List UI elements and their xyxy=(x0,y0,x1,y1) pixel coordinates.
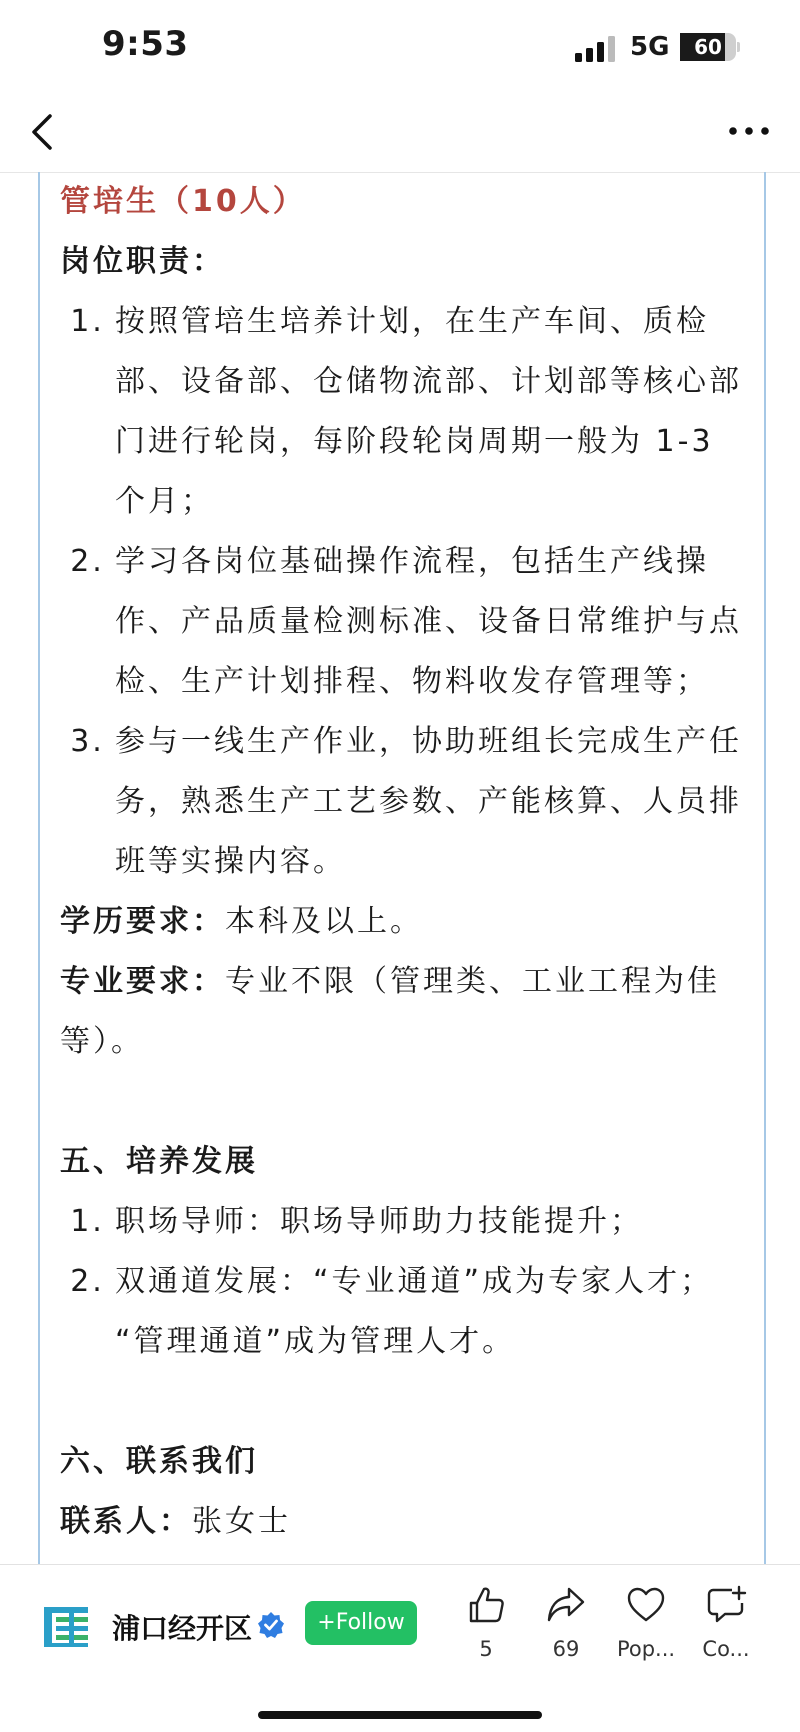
bottom-action-bar xyxy=(0,1564,800,1732)
follow-button[interactable]: +Follow xyxy=(305,1601,417,1645)
major-value-continued: 等）。 xyxy=(60,1024,144,1059)
major-requirement xyxy=(60,952,740,1012)
duty-item xyxy=(60,532,740,712)
comment-add-icon xyxy=(706,1585,746,1625)
popular-label: Pop... xyxy=(616,1637,676,1661)
account-name[interactable]: 浦口经开区 xyxy=(112,1612,253,1645)
nav-bar xyxy=(0,92,800,173)
duty-text: 作、产品质量检测标准、设备日常维护与点 xyxy=(115,604,742,639)
popular-button[interactable] xyxy=(606,1585,686,1661)
status-bar xyxy=(0,0,800,92)
duty-text: 参与一线生产作业，协助班组长完成生产任 xyxy=(115,724,742,759)
account-logo-icon[interactable] xyxy=(42,1603,90,1651)
comment-button[interactable] xyxy=(686,1585,766,1661)
duty-text: 门进行轮岗，每阶段轮岗周期一般为 1-3 xyxy=(115,424,714,459)
education-value: 本科及以上。 xyxy=(225,904,423,939)
education-label: 学历要求： xyxy=(60,904,225,939)
more-options-icon[interactable] xyxy=(726,118,772,144)
list-number: 2. xyxy=(70,544,105,579)
status-time: 9:53 xyxy=(102,24,189,64)
list-number: 3. xyxy=(70,724,105,759)
duty-text: 检、生产计划排程、物料收发存管理等； xyxy=(115,664,709,699)
development-item xyxy=(60,1252,740,1372)
article-content xyxy=(60,172,740,1612)
comment-label: Co... xyxy=(702,1637,750,1661)
section-title: 管培生（10人） xyxy=(60,184,306,219)
duty-text: 个月； xyxy=(115,484,214,519)
duties-label: 岗位职责： xyxy=(60,244,225,279)
education-requirement xyxy=(60,892,740,952)
development-item xyxy=(60,1192,740,1252)
heart-icon xyxy=(626,1585,666,1625)
home-indicator[interactable] xyxy=(258,1711,542,1719)
major-value: 专业不限（管理类、工业工程为佳 xyxy=(225,964,720,999)
contact-person xyxy=(60,1492,740,1552)
network-type: 5G xyxy=(630,32,670,62)
duty-text: 按照管培生培养计划，在生产车间、质检 xyxy=(115,304,709,339)
verified-badge-icon xyxy=(257,1611,285,1639)
like-count: 5 xyxy=(479,1637,493,1661)
battery-icon xyxy=(680,33,736,61)
duty-text: 学习各岗位基础操作流程，包括生产线操 xyxy=(115,544,709,579)
battery-level: 60 xyxy=(694,35,722,59)
duty-item xyxy=(60,292,740,532)
signal-icon xyxy=(575,36,619,62)
thumbs-up-icon xyxy=(466,1585,506,1625)
list-number: 1. xyxy=(70,304,105,339)
share-button[interactable] xyxy=(526,1585,606,1661)
list-number: 2. xyxy=(70,1264,105,1299)
like-button[interactable] xyxy=(446,1585,526,1661)
contact-person-label: 联系人： xyxy=(60,1504,192,1539)
duty-text: 班等实操内容。 xyxy=(115,844,346,879)
contact-heading: 六、联系我们 xyxy=(60,1444,258,1479)
development-text: 双通道发展：“专业通道”成为专家人才； xyxy=(115,1264,714,1299)
spacer xyxy=(60,1372,740,1432)
list-number: 1. xyxy=(70,1204,105,1239)
article-body xyxy=(38,172,766,1564)
duty-item xyxy=(60,712,740,892)
share-arrow-icon xyxy=(546,1585,586,1625)
spacer xyxy=(60,1072,740,1132)
duty-text: 部、设备部、仓储物流部、计划部等核心部 xyxy=(115,364,742,399)
contact-person-value: 张女士 xyxy=(192,1504,291,1539)
battery-tip xyxy=(737,42,740,52)
development-heading: 五、培养发展 xyxy=(60,1144,258,1179)
duty-text: 务，熟悉生产工艺参数、产能核算、人员排 xyxy=(115,784,742,819)
major-label: 专业要求： xyxy=(60,964,225,999)
back-arrow-icon[interactable] xyxy=(28,112,58,152)
share-count: 69 xyxy=(552,1637,580,1661)
development-text: “管理通道”成为管理人才。 xyxy=(115,1324,516,1359)
development-text: 职场导师：职场导师助力技能提升； xyxy=(115,1204,643,1239)
